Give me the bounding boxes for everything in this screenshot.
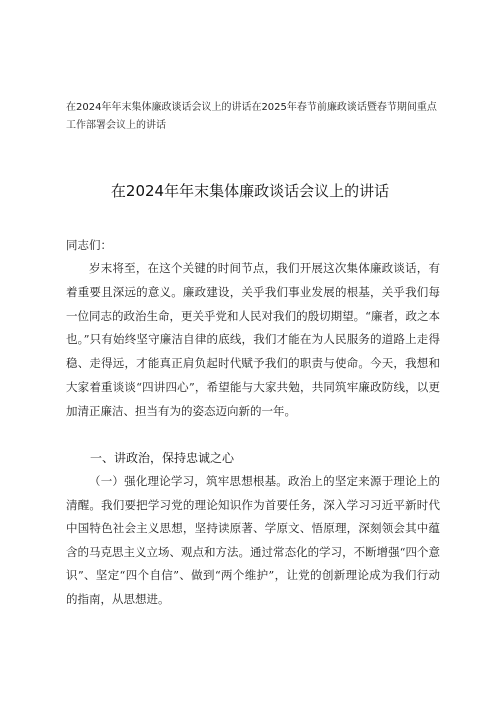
section-heading: 一、讲政治，保持忠诚之心 — [90, 451, 235, 465]
salutation: 同志们： — [66, 238, 112, 252]
document-title: 在2024年年末集体廉政谈话会议上的讲话 — [110, 182, 390, 200]
section-paragraph: （一）强化理论学习，筑牢思想根基。政治上的坚定来源于理论上的清醒。我们要把学习党的理论知识作为首要任务，深入学习习近平新时代中国特色社会主义思想，坚持读原著、学原文、悟原理，深刻领会其中蕴含的马克思主义立场、观点和方法。通过常态化的学习，不断增强“四个意识”、坚定“四个自信”、做到“两个维护”，让党的创新理论成为我们行动的指南，从思想进。 — [66, 474, 440, 606]
document-header: 在2024年年末集体廉政谈话会议上的讲话在2025年春节前廉政谈话暨春节期间重点工作部署会议上的讲话 — [66, 102, 437, 131]
paragraph: 岁末将至，在这个关键的时间节点，我们开展这次集体廉政谈话，有着重要且深远的意义。廉政建设，关乎我们事业发展的根基，关乎我们每一位同志的政治生命，更关乎党和人民对我们的殷切期望。“廉者，政之本也。”只有始终坚守廉洁自律的底线，我们才能在为人民服务的道路上走得稳、走得远，才能真正肩负起时代赋予我们的职责与使命。今天，我想和大家着重谈谈“四讲四心”，希望能与大家共勉，共同筑牢廉政防线，以更加清正廉洁、担当有为的姿态迈向新的一年。 — [66, 261, 440, 418]
